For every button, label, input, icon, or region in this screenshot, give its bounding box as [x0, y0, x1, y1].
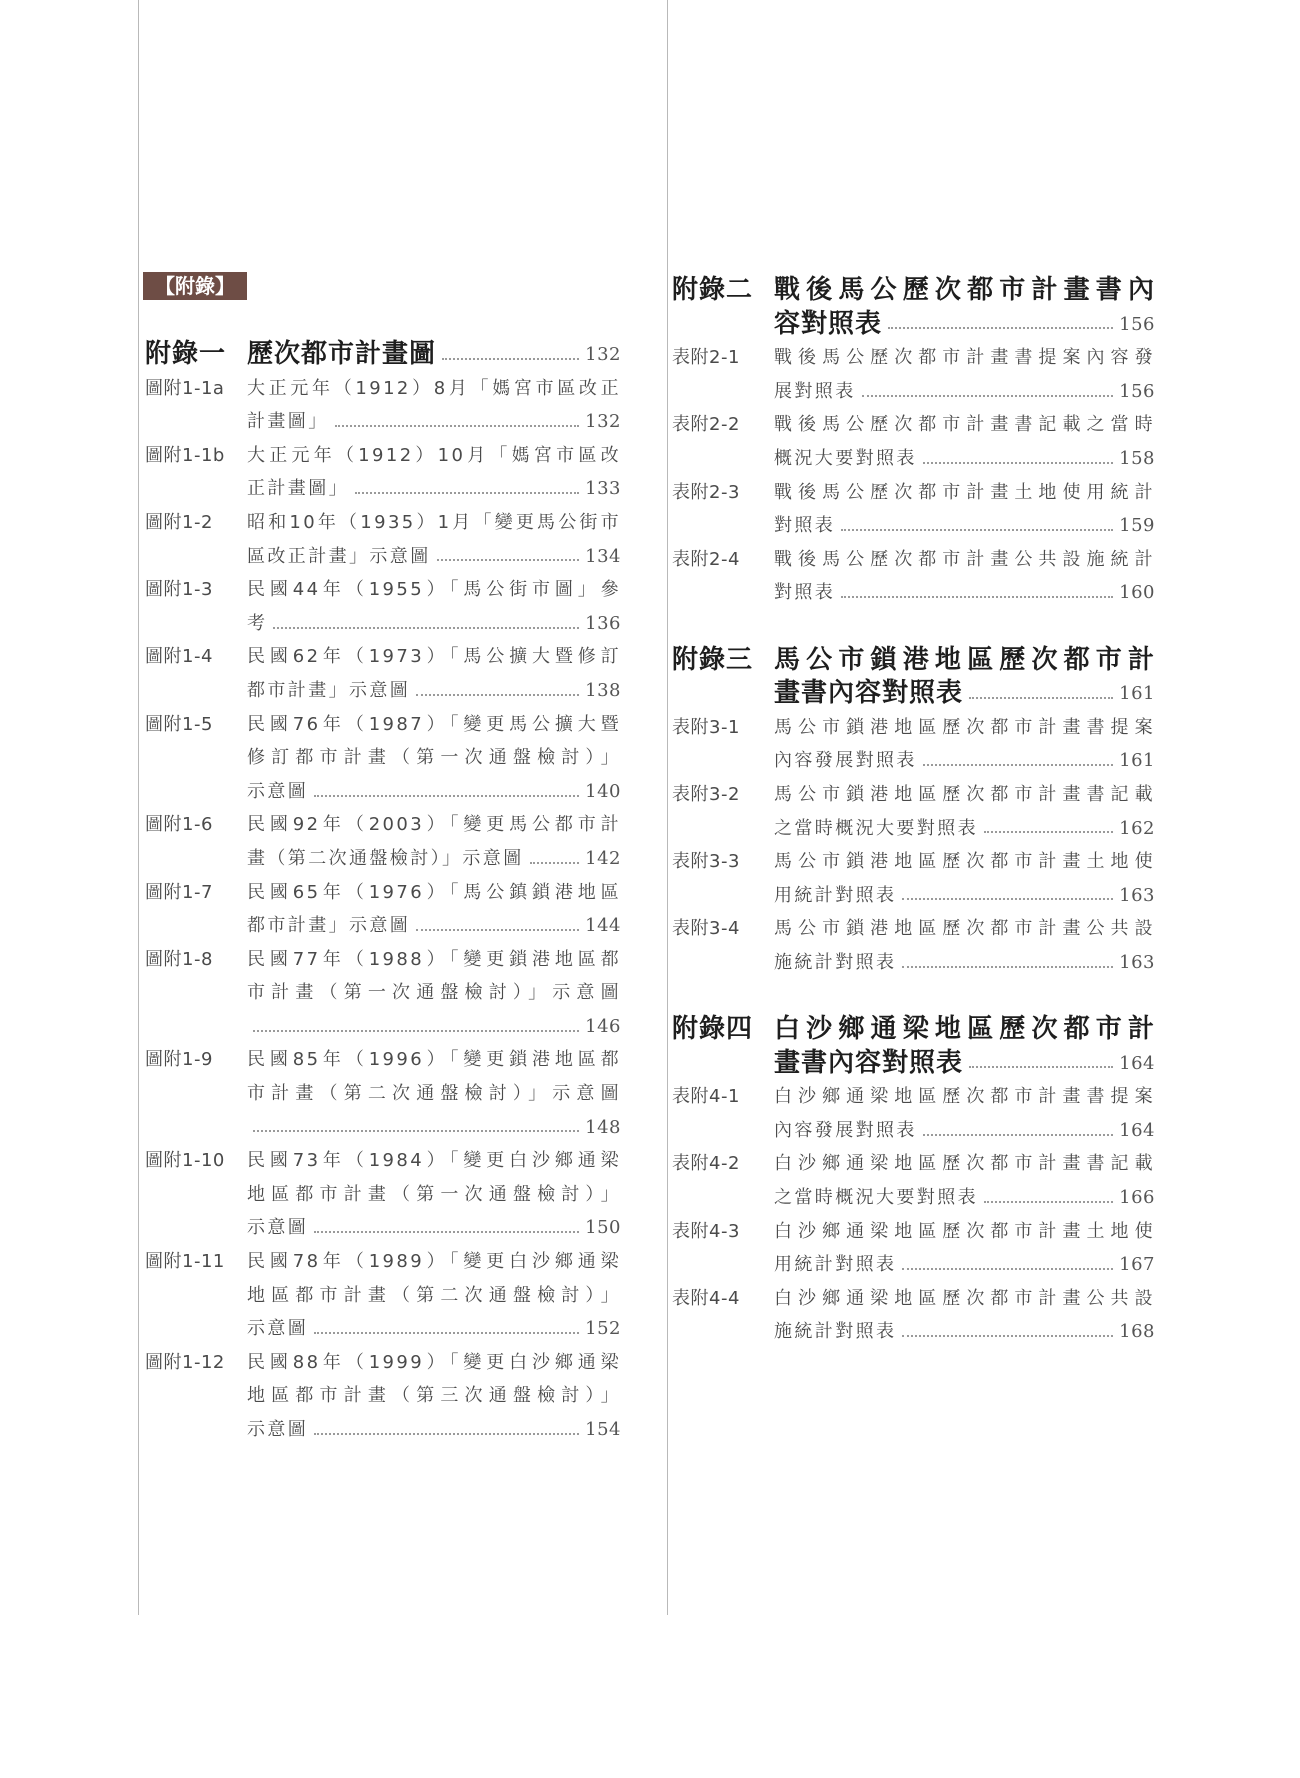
entry-label: 圖附1-1a [145, 377, 225, 399]
toc-entry[interactable] [145, 1043, 621, 1144]
toc-line [145, 808, 621, 842]
dot-leader [888, 327, 1113, 329]
dot-leader [984, 1201, 1113, 1203]
entry-label: 圖附1-11 [145, 1251, 225, 1273]
toc-line [145, 775, 621, 809]
entry-text: 對照表 [774, 582, 836, 604]
toc-line [672, 576, 1155, 610]
toc-entry[interactable] [145, 439, 621, 506]
toc-line [145, 405, 621, 439]
toc-line [672, 711, 1155, 745]
page-number: 162 [1119, 817, 1155, 839]
toc-line [672, 845, 1155, 879]
entry-text: 地區都市計畫（第二次通盤檢討）」 [247, 1284, 621, 1306]
entry-label: 圖附1-6 [145, 814, 213, 836]
toc-entry[interactable] [145, 943, 621, 1044]
toc-line [145, 1144, 621, 1178]
appendix-number: 附錄二 [672, 275, 754, 305]
page-number: 138 [585, 679, 621, 701]
dot-leader [923, 1134, 1113, 1136]
toc-line [145, 842, 621, 876]
section-heading [145, 338, 621, 372]
entry-label: 圖附1-2 [145, 511, 213, 533]
appendix-number: 附錄四 [672, 1014, 754, 1045]
entry-text: 民國76年（1987）「變更馬公擴大暨 [247, 713, 621, 735]
toc-line [145, 1379, 621, 1413]
page-number: 148 [585, 1116, 621, 1138]
dot-leader [314, 1433, 579, 1435]
entry-text: 畫書內容對照表 [774, 678, 964, 709]
toc-line [672, 1114, 1155, 1148]
entry-text: 歷次都市計畫圖 [247, 339, 437, 369]
entry-text: 示意圖 [247, 780, 309, 802]
toc-entry[interactable] [145, 1245, 621, 1346]
page-number: 163 [1119, 884, 1155, 906]
toc-line [672, 543, 1155, 577]
toc-line [672, 677, 1155, 711]
dot-leader [273, 627, 579, 629]
page-number: 156 [1119, 313, 1155, 335]
dot-leader [862, 395, 1114, 397]
toc-line [145, 640, 621, 674]
toc-line [672, 912, 1155, 946]
entry-text: 白沙鄉通梁地區歷次都市計畫公共設 [774, 1287, 1155, 1309]
page-number: 166 [1119, 1187, 1155, 1209]
toc-line [145, 943, 621, 977]
toc-entry[interactable] [672, 1080, 1155, 1147]
toc-line [145, 1245, 621, 1279]
toc-line [672, 1080, 1155, 1114]
page-number: 164 [1119, 1119, 1155, 1141]
page-number: 146 [585, 1015, 621, 1037]
entry-text: 大正元年（1912）8月「媽宮市區改正 [247, 377, 621, 399]
toc-line [672, 408, 1155, 442]
entry-text: 馬公市鎖港地區歷次都市計畫公共設 [774, 918, 1155, 940]
dot-leader [902, 966, 1113, 968]
toc-line [672, 778, 1155, 812]
entry-label: 圖附1-9 [145, 1049, 213, 1071]
toc-line [672, 812, 1155, 846]
entry-text: 內容發展對照表 [774, 1119, 917, 1141]
dot-leader [442, 358, 579, 360]
entry-label: 表附4-3 [672, 1220, 740, 1242]
dot-leader [437, 559, 580, 561]
entry-label: 表附3-4 [672, 918, 740, 940]
toc-line [672, 879, 1155, 913]
toc-entry[interactable] [672, 711, 1155, 778]
toc-line [672, 375, 1155, 409]
entry-label: 表附2-4 [672, 548, 740, 570]
toc-entry[interactable] [672, 845, 1155, 912]
page-number: 160 [1119, 582, 1155, 604]
entry-text: 之當時概況大要對照表 [774, 1187, 978, 1209]
entry-text: 畫（第二次通盤檢討）」示意圖 [247, 847, 524, 869]
toc-line [145, 573, 621, 607]
toc-line [145, 708, 621, 742]
dot-leader [314, 795, 579, 797]
dot-leader [969, 1066, 1113, 1068]
right-column [672, 274, 1155, 1349]
entry-label: 圖附1-5 [145, 713, 213, 735]
entry-text: 戰後馬公歷次都市計畫土地使用統計 [774, 481, 1155, 503]
toc-entry[interactable] [672, 476, 1155, 543]
toc-entry[interactable] [145, 708, 621, 809]
entry-text: 馬公市鎖港地區歷次都市計畫書提案 [774, 716, 1155, 738]
entry-text: 都市計畫」示意圖 [247, 915, 411, 937]
page-number: 161 [1119, 750, 1155, 772]
toc-line [145, 1279, 621, 1313]
entry-label: 圖附1-3 [145, 579, 213, 601]
entry-text: 昭和10年（1935）1月「變更馬公街市 [247, 511, 621, 533]
entry-label: 表附3-2 [672, 783, 740, 805]
dot-leader [841, 529, 1113, 531]
toc-line [145, 909, 621, 943]
toc-entry[interactable] [672, 912, 1155, 979]
toc-line [672, 341, 1155, 375]
section-heading [672, 1013, 1155, 1080]
entry-text: 民國85年（1996）「變更鎖港地區都 [247, 1049, 621, 1071]
toc-line [145, 674, 621, 708]
entry-text: 大正元年（1912）10月「媽宮市區改 [247, 444, 621, 466]
entry-text: 用統計對照表 [774, 884, 897, 906]
entry-text: 民國73年（1984）「變更白沙鄉通梁 [247, 1150, 621, 1172]
toc-line [145, 1043, 621, 1077]
entry-text: 內容發展對照表 [774, 750, 917, 772]
entry-text: 民國88年（1999）「變更白沙鄉通梁 [247, 1351, 621, 1373]
toc-line [145, 741, 621, 775]
toc-line [672, 1315, 1155, 1349]
page-number: 132 [585, 411, 621, 433]
page-number: 164 [1119, 1052, 1155, 1074]
page-number: 168 [1119, 1321, 1155, 1343]
page-number: 136 [585, 612, 621, 634]
section-gap [672, 610, 1155, 644]
left-page-rule [138, 0, 139, 1615]
toc-line [672, 509, 1155, 543]
toc-line [145, 372, 621, 406]
toc-entry[interactable] [145, 372, 621, 439]
entry-text: 區改正計畫」示意圖 [247, 545, 431, 567]
entry-label: 圖附1-7 [145, 881, 213, 903]
toc-line [145, 472, 621, 506]
entry-text: 馬公市鎖港地區歷次都市計畫書記載 [774, 783, 1155, 805]
page-number: 159 [1119, 515, 1155, 537]
toc-line [145, 607, 621, 641]
toc-entry[interactable] [672, 1282, 1155, 1349]
toc-line [145, 506, 621, 540]
page-number: 156 [1119, 380, 1155, 402]
page-number: 158 [1119, 447, 1155, 469]
toc-entry[interactable] [145, 506, 621, 573]
dot-leader [969, 697, 1113, 699]
toc-entry[interactable] [672, 408, 1155, 475]
section-heading [672, 274, 1155, 341]
entry-text: 白沙鄉通梁地區歷次都市計畫書提案 [774, 1086, 1155, 1108]
entry-text: 戰後馬公歷次都市計畫書內 [774, 275, 1155, 305]
page-number: 161 [1119, 683, 1155, 705]
entry-text: 市計畫（第一次通盤檢討）」示意圖 [247, 982, 621, 1004]
toc-entry[interactable] [672, 341, 1155, 408]
page-number: 133 [585, 478, 621, 500]
entry-text: 施統計對照表 [774, 951, 897, 973]
toc-line [145, 338, 621, 372]
page-number: 144 [585, 915, 621, 937]
entry-text: 計畫圖」 [247, 411, 329, 433]
toc-entry[interactable] [145, 573, 621, 640]
appendix-badge: 【附錄】 [143, 272, 247, 300]
dot-leader [253, 1030, 579, 1032]
dot-leader [984, 831, 1113, 833]
page-number: 140 [585, 780, 621, 802]
toc-line [145, 1346, 621, 1380]
entry-text: 馬公市鎖港地區歷次都市計 [774, 644, 1155, 675]
page-number: 142 [585, 847, 621, 869]
entry-label: 表附4-2 [672, 1153, 740, 1175]
entry-text: 概況大要對照表 [774, 447, 917, 469]
entry-text: 市計畫（第二次通盤檢討）」示意圖 [247, 1083, 621, 1105]
dot-leader [416, 929, 579, 931]
entry-text: 修訂都市計畫（第一次通盤檢討）」 [247, 747, 621, 769]
toc-line [672, 946, 1155, 980]
entry-text: 民國65年（1976）「馬公鎮鎖港地區 [247, 881, 621, 903]
appendix-number: 附錄一 [145, 339, 227, 369]
toc-line [145, 1211, 621, 1245]
toc-entry[interactable] [672, 1147, 1155, 1214]
toc-line [145, 976, 621, 1010]
toc-line [672, 1013, 1155, 1047]
toc-line [672, 1147, 1155, 1181]
entry-text: 用統計對照表 [774, 1254, 897, 1276]
page-number: 132 [585, 344, 621, 365]
toc-line [145, 540, 621, 574]
entry-text: 戰後馬公歷次都市計畫公共設施統計 [774, 548, 1155, 570]
entry-label: 表附4-1 [672, 1086, 740, 1108]
toc-line [672, 1282, 1155, 1316]
toc-line [672, 308, 1155, 342]
page-number: 163 [1119, 951, 1155, 973]
toc-line [672, 442, 1155, 476]
toc-entry[interactable] [145, 808, 621, 875]
toc-entry[interactable] [672, 1215, 1155, 1282]
page-number: 150 [585, 1217, 621, 1239]
entry-text: 地區都市計畫（第三次通盤檢討）」 [247, 1385, 621, 1407]
entry-label: 表附3-1 [672, 716, 740, 738]
dot-leader [923, 462, 1113, 464]
entry-text: 民國62年（1973）「馬公擴大暨修訂 [247, 646, 621, 668]
entry-label: 表附2-1 [672, 347, 740, 369]
entry-text: 戰後馬公歷次都市計畫書提案內容發 [774, 347, 1155, 369]
toc-entry[interactable] [145, 640, 621, 707]
entry-label: 圖附1-8 [145, 948, 213, 970]
toc-line [145, 1413, 621, 1447]
toc-line [672, 476, 1155, 510]
entry-text: 馬公市鎖港地區歷次都市計畫土地使 [774, 851, 1155, 873]
dot-leader [902, 1335, 1113, 1337]
entry-text: 民國44年（1955）「馬公街市圖」參 [247, 579, 621, 601]
entry-text: 民國92年（2003）「變更馬公都市計 [247, 814, 621, 836]
dot-leader [923, 764, 1113, 766]
entry-label: 表附4-4 [672, 1287, 740, 1309]
entry-label: 表附2-2 [672, 414, 740, 436]
dot-leader [902, 1268, 1113, 1270]
entry-label: 圖附1-1b [145, 444, 225, 466]
entry-text: 白沙鄉通梁地區歷次都市計畫土地使 [774, 1220, 1155, 1242]
toc-line [145, 1178, 621, 1212]
entry-label: 表附2-3 [672, 481, 740, 503]
toc-line [672, 1047, 1155, 1081]
page-number: 167 [1119, 1254, 1155, 1276]
toc-line [145, 439, 621, 473]
entry-label: 圖附1-10 [145, 1150, 225, 1172]
entry-text: 容對照表 [774, 308, 883, 339]
toc-line [672, 274, 1155, 308]
entry-text: 施統計對照表 [774, 1321, 897, 1343]
dot-leader [841, 596, 1113, 598]
entry-text: 之當時概況大要對照表 [774, 817, 978, 839]
section-heading [672, 644, 1155, 711]
entry-text: 都市計畫」示意圖 [247, 679, 411, 701]
dot-leader [335, 425, 580, 427]
entry-label: 圖附1-4 [145, 646, 213, 668]
entry-text: 白沙鄉通梁地區歷次都市計畫書記載 [774, 1153, 1155, 1175]
dot-leader [355, 492, 579, 494]
toc-line [145, 1312, 621, 1346]
toc-line [672, 1248, 1155, 1282]
toc-line [672, 1215, 1155, 1249]
entry-label: 表附3-3 [672, 851, 740, 873]
toc-line [672, 1181, 1155, 1215]
entry-text: 地區都市計畫（第一次通盤檢討）」 [247, 1183, 621, 1205]
dot-leader [314, 1231, 579, 1233]
page-number: 134 [585, 545, 621, 567]
toc-line [672, 744, 1155, 778]
column-divider [667, 0, 668, 1615]
toc-line [145, 876, 621, 910]
dot-leader [314, 1332, 579, 1334]
appendix-number: 附錄三 [672, 644, 754, 675]
entry-text: 戰後馬公歷次都市計畫書記載之當時 [774, 414, 1155, 436]
dot-leader [530, 862, 580, 864]
toc-entry[interactable] [145, 1346, 621, 1447]
page-number: 154 [585, 1419, 621, 1440]
entry-text: 民國77年（1988）「變更鎖港地區都 [247, 948, 621, 970]
entry-text: 示意圖 [247, 1419, 309, 1440]
entry-text: 示意圖 [247, 1318, 309, 1340]
toc-line [145, 1077, 621, 1111]
entry-label: 圖附1-12 [145, 1351, 225, 1373]
page-number: 152 [585, 1318, 621, 1340]
entry-text: 展對照表 [774, 380, 856, 402]
entry-text: 正計畫圖」 [247, 478, 349, 500]
toc-line [145, 1010, 621, 1044]
left-column [145, 338, 621, 1447]
entry-text: 示意圖 [247, 1217, 309, 1239]
toc-entry[interactable] [145, 876, 621, 943]
toc-line [145, 1111, 621, 1145]
entry-text: 畫書內容對照表 [774, 1047, 964, 1078]
toc-entry[interactable] [145, 1144, 621, 1245]
section-gap [672, 979, 1155, 1013]
entry-text: 考 [247, 612, 268, 634]
dot-leader [253, 1130, 579, 1132]
toc-entry[interactable] [672, 543, 1155, 610]
dot-leader [902, 898, 1113, 900]
dot-leader [416, 694, 579, 696]
toc-entry[interactable] [672, 778, 1155, 845]
entry-text: 民國78年（1989）「變更白沙鄉通梁 [247, 1251, 621, 1273]
entry-text: 對照表 [774, 515, 836, 537]
toc-line [672, 644, 1155, 678]
entry-text: 白沙鄉通梁地區歷次都市計 [774, 1014, 1155, 1045]
